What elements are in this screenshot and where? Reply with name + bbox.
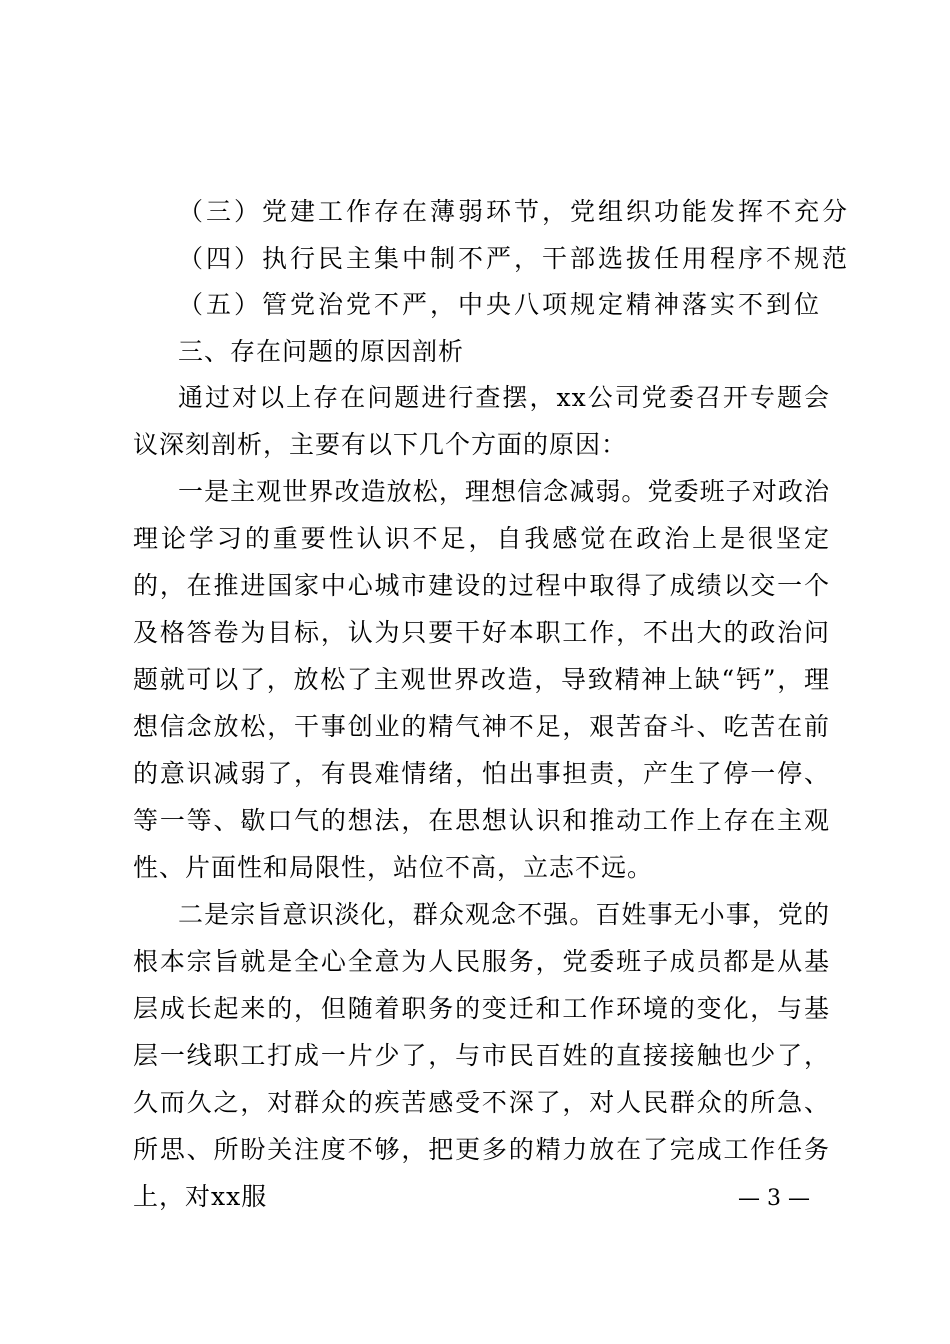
page-number: — 3 — [738,1186,810,1211]
body-text [133,374,830,1220]
subheading-3: （三）党建工作存在薄弱环节，党组织功能发挥不充分 [178,197,851,226]
section-heading: 三、存在问题的原因剖析 [178,337,465,366]
paragraph-reason-2: 二是宗旨意识淡化，群众观念不强。百姓事无小事，党的根本宗旨就是全心全意为人民服务，党委班子成员都是从基层成长起来的，但随着职务的变迁和工作环境的变化，与基层一线职工打成一片少了，与市民百姓的直接接触也少了，久而久之，对群众的疾苦感受不深了，对人民群众的所急、所思、所盼关注度不够，把更多的精力放在了完成工作任务上，对xx服 [133,900,830,1211]
paragraph-reason-1: 一是主观世界改造放松，理想信念减弱。党委班子对政治理论学习的重要性认识不足，自我感觉在政治上是很坚定的，在推进国家中心城市建设的过程中取得了成绩以交一个及格答卷为目标，认为只要干好本职工作，不出大的政治问题就可以了，放松了主观世界改造，导致精神上缺“钙”，理想信念放松，干事创业的精气神不足，艰苦奋斗、吃苦在前的意识减弱了，有畏难情绪，怕出事担责，产生了停一停、等一等、歇口气的想法，在思想认识和推动工作上存在主观性、片面性和局限性，站位不高，立志不远。 [133,477,830,882]
subheading-5: （五）管党治党不严，中央八项规定精神落实不到位 [178,290,823,319]
subheading-4: （四）执行民主集中制不严，干部选拔任用程序不规范 [178,244,851,273]
paragraph-intro: 通过对以上存在问题进行查摆，xx公司党委召开专题会议深刻剖析，主要有以下几个方面的原因： [133,383,830,459]
